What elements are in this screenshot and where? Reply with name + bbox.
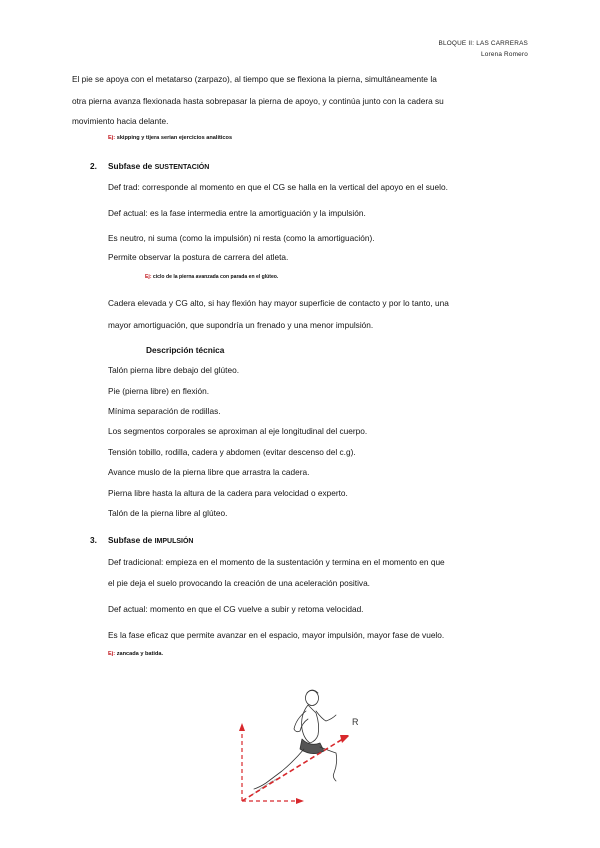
section-3-title [108, 535, 193, 545]
section-2-example [145, 274, 278, 280]
description-item: Pie (pierna libre) en flexión. [108, 386, 209, 396]
runner-impulse-figure [228, 683, 368, 808]
section-2-neutral: Es neutro, ni suma (como la impulsión) ni resta (como la amortiguación). [108, 233, 375, 243]
horizontal-arrowhead [296, 798, 304, 804]
description-item: Mínima separación de rodillas. [108, 406, 221, 416]
resultant-label: R [352, 717, 359, 727]
section-3-title-prefix: Subfase de [108, 535, 155, 545]
resultant-arrowhead [340, 735, 349, 743]
section-3-def-actual: Def actual: momento en que el CG vuelve a subir y retoma velocidad. [108, 604, 364, 614]
vertical-arrowhead [239, 723, 245, 731]
section-2-number: 2. [90, 161, 97, 171]
description-item: Los segmentos corporales se aproximan al eje longitudinal del cuerpo. [108, 426, 368, 436]
example-tag: Ej: [108, 135, 116, 141]
intro-example [108, 135, 232, 141]
example-tag: Ej: [108, 651, 116, 657]
header-title: BLOQUE II: LAS CARRERAS [438, 40, 528, 47]
section-2-title [108, 161, 209, 171]
intro-line-3: movimiento hacia delante. [72, 116, 169, 126]
intro-line-1: El pie se apoya con el metatarso (zarpazo), al tiempo que se flexiona la pierna, simultáneamente la [72, 74, 437, 84]
section-2-cadera-line-1: Cadera elevada y CG alto, si hay flexión hay mayor superficie de contacto y por lo tanto, una [108, 298, 449, 308]
section-3-fase-eficaz: Es la fase eficaz que permite avanzar en el espacio, mayor impulsión, mayor fase de vuelo. [108, 630, 445, 640]
description-item: Talón pierna libre debajo del glúteo. [108, 365, 239, 375]
section-2-cadera-line-2: mayor amortiguación, que supondría un frenado y una menor impulsión. [108, 320, 374, 330]
section-3-def-trad-line-2: el pie deja el suelo provocando la creación de una aceleración positiva. [108, 578, 370, 588]
header-author: Lorena Romero [480, 51, 528, 58]
description-item: Talón de la pierna libre al glúteo. [108, 508, 228, 518]
description-item: Pierna libre hasta la altura de la cadera para velocidad o experto. [108, 488, 348, 498]
description-item: Avance muslo de la pierna libre que arrastra la cadera. [108, 467, 310, 477]
example-text: ciclo de la pierna avanzada con parada en el glúteo. [151, 274, 279, 280]
section-3-number: 3. [90, 535, 97, 545]
intro-line-2: otra pierna avanza flexionada hasta sobrepasar la pierna de apoyo, y continúa junto con la cadera su [72, 96, 444, 106]
description-title: Descripción técnica [146, 345, 225, 355]
resultant-force-arrow [242, 737, 346, 801]
runner-back-arm [294, 711, 308, 732]
section-3-def-trad-line-1: Def tradicional: empieza en el momento de la sustentación y termina en el momento en que [108, 557, 445, 567]
example-text: zancada y batida. [115, 651, 164, 657]
section-2-title-caps: SUSTENTACIÓN [154, 164, 210, 171]
description-item: Tensión tobillo, rodilla, cadera y abdomen (evitar descenso del c.g). [108, 447, 356, 457]
section-2-title-prefix: Subfase de [108, 161, 155, 171]
runner-back-leg [254, 749, 304, 789]
runner-front-arm [316, 711, 336, 721]
example-tag: Ej: [145, 274, 152, 280]
section-2-observe: Permite observar la postura de carrera del atleta. [108, 252, 289, 262]
section-2-def-actual: Def actual: es la fase intermedia entre la amortiguación y la impulsión. [108, 208, 366, 218]
example-text: skipping y tijera serian ejercicios analíticos [115, 135, 233, 141]
section-3-example [108, 651, 163, 657]
section-3-title-caps: IMPULSIÓN [154, 538, 194, 545]
runner-shorts [300, 739, 324, 754]
section-2-def-trad: Def trad: corresponde al momento en que el CG se halla en la vertical del apoyo en el suelo. [108, 182, 448, 192]
